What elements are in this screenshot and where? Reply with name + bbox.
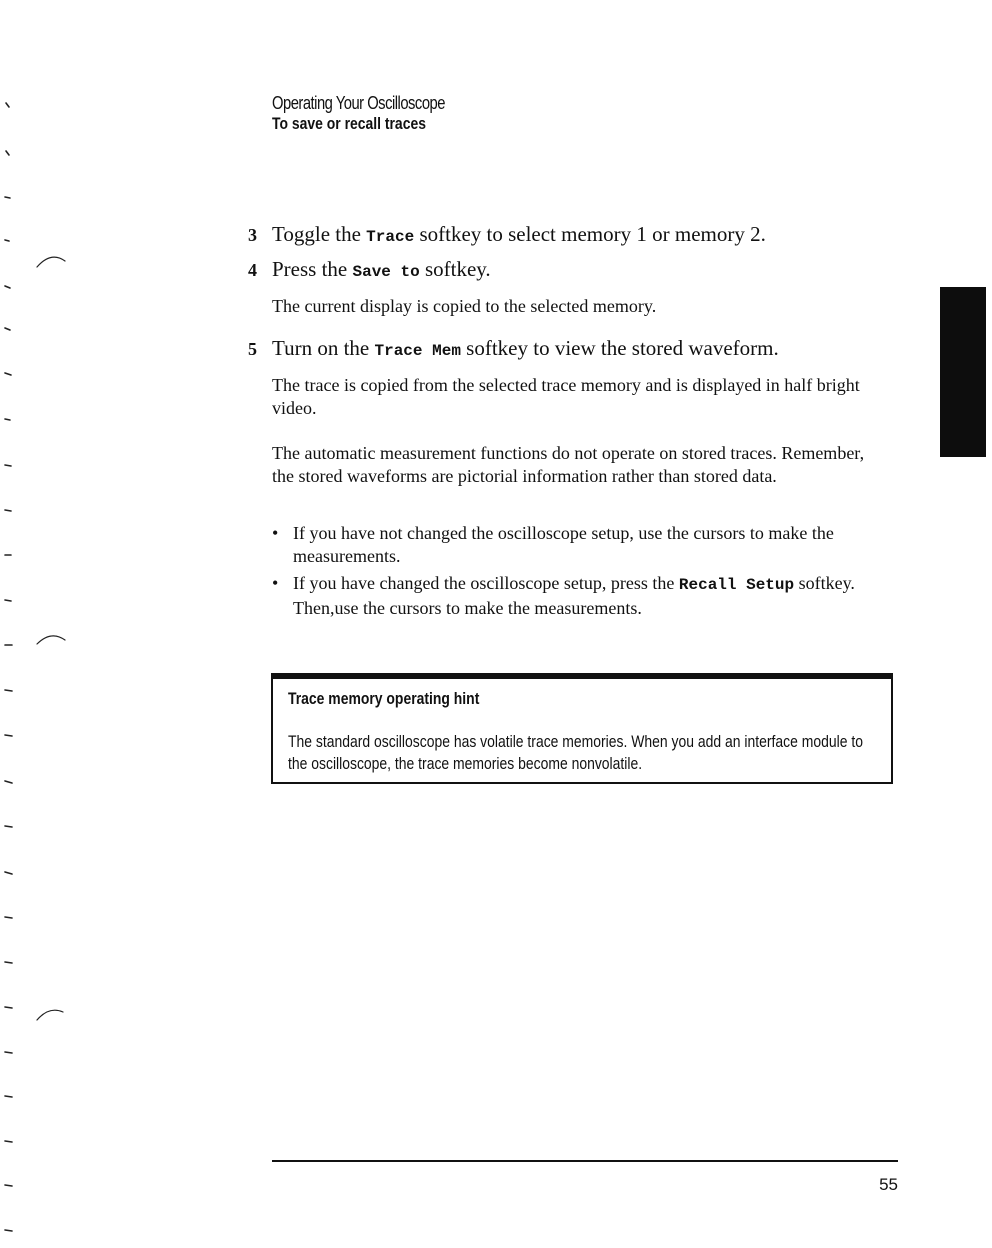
- bullet-dot: •: [272, 523, 279, 543]
- footer-rule: [272, 1160, 898, 1162]
- step-text: [272, 336, 779, 361]
- step-3: [248, 222, 888, 252]
- step-text: [272, 222, 766, 247]
- bullet-text: If you have not changed the oscilloscope setup, use the cursors to make the measurements.: [293, 523, 834, 566]
- section-title: Operating Your Oscilloscope: [272, 93, 445, 113]
- step-4: [248, 257, 888, 287]
- step-text-suffix: softkey to select memory 1 or memory 2.: [419, 222, 766, 246]
- hint-box: [271, 673, 893, 784]
- bullet-text-prefix: If you have changed the oscilloscope setup, press the: [293, 573, 675, 593]
- softkey-recall-setup: Recall Setup: [678, 576, 795, 594]
- bullet-text-suffix: softkey. Then,use the cursors to make the measurements.: [293, 573, 855, 618]
- step-text-prefix: Toggle the: [272, 222, 361, 246]
- softkey-trace-mem: Trace Mem: [374, 342, 461, 360]
- chapter-tab-marker: [940, 287, 986, 457]
- step-5-description: The trace is copied from the selected trace memory and is displayed in half bright video.: [272, 375, 860, 418]
- step-text-suffix: softkey.: [424, 257, 491, 281]
- bullet-item: [272, 522, 888, 568]
- bullet-text: [293, 572, 888, 620]
- step-number: 4: [248, 260, 257, 280]
- step-4-description: The current display is copied to the selected memory.: [272, 296, 657, 316]
- softkey-trace: Trace: [366, 228, 415, 246]
- step-text-prefix: Turn on the: [272, 336, 370, 360]
- step-5: [248, 336, 888, 366]
- step-text-suffix: softkey to view the stored waveform.: [466, 336, 779, 360]
- step-number: 3: [248, 225, 257, 245]
- topic-subtitle: To save or recall traces: [272, 114, 426, 133]
- running-header: [272, 92, 483, 134]
- hint-body: The standard oscilloscope has volatile trace memories. When you add an interface module to the oscilloscope, the trace memories become nonvolatile.: [288, 732, 863, 773]
- step-text-prefix: Press the: [272, 257, 348, 281]
- margin-scan-marks: [0, 0, 90, 1248]
- bullet-dot: •: [272, 573, 279, 593]
- hint-title: Trace memory operating hint: [288, 689, 480, 708]
- bullet-item: [272, 572, 888, 618]
- softkey-save-to: Save to: [352, 263, 420, 281]
- step-text: [272, 257, 491, 282]
- automatic-measurement-note: The automatic measurement functions do not operate on stored traces. Remember, the stored waveforms are pictorial information rather than stored data.: [272, 443, 865, 486]
- step-number: 5: [248, 339, 257, 359]
- page-number: 55: [879, 1175, 898, 1194]
